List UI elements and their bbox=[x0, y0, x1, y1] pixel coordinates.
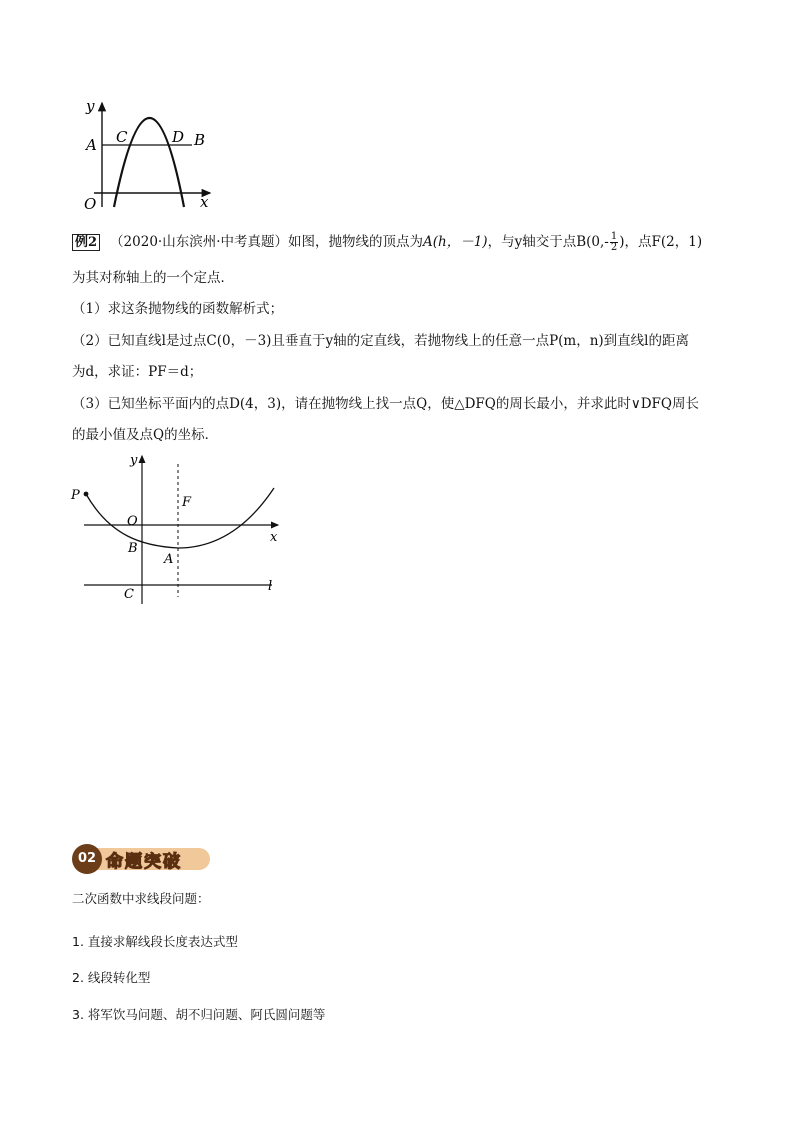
vertex-a: A(h，－1) bbox=[423, 234, 488, 250]
figure-parabola-ab bbox=[80, 97, 220, 212]
fraction-one-half: $\frac{1}{2}$ bbox=[610, 231, 618, 253]
question-2-line-2: 为d，求证：PF＝d； bbox=[72, 364, 203, 380]
section-item-3: 3. 将军饮马问题、胡不归问题、阿氏圆问题等 bbox=[72, 1007, 326, 1022]
label-b: B bbox=[194, 131, 206, 149]
section-badge bbox=[72, 844, 212, 874]
label-a: A bbox=[164, 552, 174, 567]
example-tag: 例2 bbox=[72, 234, 100, 251]
label-f: F bbox=[182, 495, 192, 510]
example-line-2: 为其对称轴上的一个定点． bbox=[72, 270, 234, 286]
badge-title: 命题突破 bbox=[106, 852, 182, 872]
label-b: B bbox=[128, 541, 138, 556]
point-b-prefix: B(0,- bbox=[576, 234, 609, 250]
label-p: P bbox=[71, 488, 80, 503]
example-intro-3: ，点 bbox=[624, 234, 652, 250]
question-3-line-2: 的最小值及点Q的坐标． bbox=[72, 427, 219, 443]
section-intro: 二次函数中求线段问题： bbox=[72, 891, 210, 906]
example-line-1 bbox=[72, 232, 724, 253]
label-y: y bbox=[86, 97, 95, 115]
parabola-curve bbox=[86, 488, 274, 548]
label-l: l bbox=[268, 579, 273, 594]
label-x: x bbox=[270, 530, 278, 545]
question-2-line-1: （2）已知直线l是过点C(0，－3)且垂直于y轴的定直线，若抛物线上的任意一点P(m，n)到直线l的距离 bbox=[72, 333, 690, 349]
question-3-line-1: （3）已知坐标平面内的点D(4，3)，请在抛物线上找一点Q，使△DFQ的周长最小，并求此时∨DFQ周长 bbox=[72, 396, 699, 412]
label-x: x bbox=[200, 193, 209, 211]
label-origin: O bbox=[84, 195, 97, 212]
example-source: （2020·山东滨州·中考真题） bbox=[110, 234, 288, 250]
label-y: y bbox=[130, 453, 138, 468]
label-c: C bbox=[116, 128, 128, 146]
label-d: D bbox=[172, 128, 185, 146]
figure-parabola-directrix bbox=[66, 452, 292, 608]
question-1: （1）求这条抛物线的函数解析式； bbox=[72, 301, 284, 317]
section-item-2: 2. 线段转化型 bbox=[72, 970, 151, 985]
example-intro-1: 如图，抛物线的顶点为 bbox=[288, 234, 423, 250]
point-p-dot bbox=[84, 492, 89, 497]
point-b-suffix: ) bbox=[619, 234, 625, 250]
label-o: O bbox=[127, 514, 138, 529]
point-f: F(2，1) bbox=[651, 234, 703, 250]
label-c: C bbox=[124, 587, 134, 602]
example-intro-2: ，与y轴交于点 bbox=[487, 234, 577, 250]
label-a: A bbox=[86, 136, 97, 154]
badge-circle: 02 bbox=[72, 844, 102, 874]
section-item-1: 1. 直接求解线段长度表达式型 bbox=[72, 934, 238, 949]
